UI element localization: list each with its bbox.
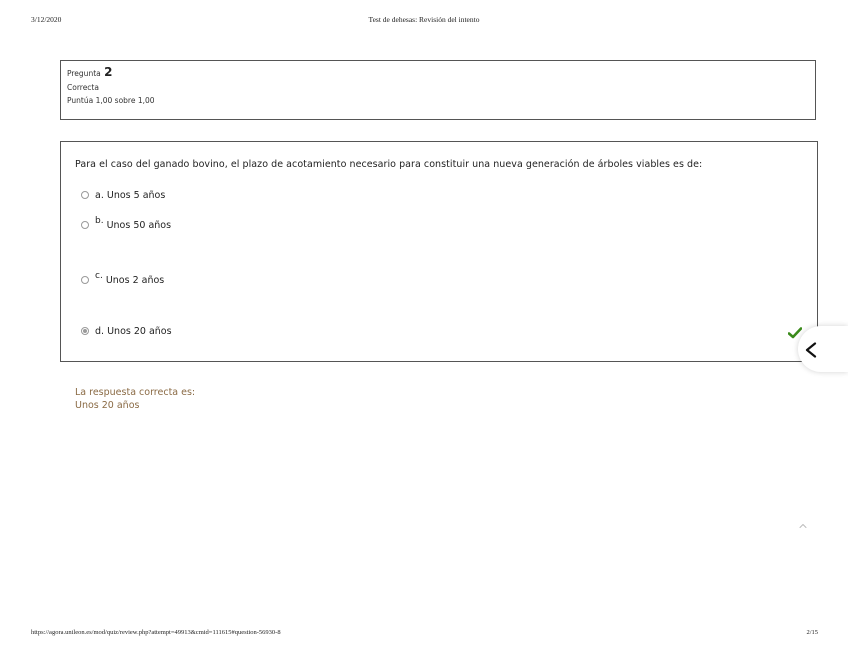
answer-text: Unos 5 años [106,190,166,201]
answer-text: Unos 50 años [106,220,172,231]
feedback-heading: La respuesta correcta es: [75,387,196,398]
answer-text: Unos 2 años [105,275,165,286]
chevron-up-icon[interactable] [798,522,808,530]
answer-option-c[interactable] [81,271,165,286]
question-grade: Puntúa 1,00 sobre 1,00 [67,96,155,105]
print-title: Test de dehesas: Revisión del intento [368,15,480,24]
drawer-toggle-button[interactable] [798,326,848,372]
radio-button[interactable] [81,276,89,284]
answer-letter: a. [95,190,104,201]
answer-option-a[interactable] [81,190,165,201]
answer-letter: b. [95,216,104,226]
question-content-box [60,141,818,362]
answer-letter: d. [95,326,105,337]
answer-text: Unos 20 años [107,326,172,337]
question-state: Correcta [67,83,99,92]
print-date: 3/12/2020 [31,15,62,24]
question-label: Pregunta [67,69,101,78]
radio-button[interactable] [81,191,89,199]
correct-answer-feedback [75,386,195,412]
feedback-answer: Unos 20 años [75,400,140,411]
print-url: https://agora.unileon.es/mod/quiz/review.php?attempt=49913&cmid=111615#question-56930-8 [31,629,281,636]
page-number: 2/15 [806,629,818,636]
radio-button[interactable] [81,221,89,229]
print-header [0,15,848,29]
question-text: Para el caso del ganado bovino, el plazo de acotamiento necesario para constituir una nueva generación de árboles viables es de: [75,159,703,170]
chevron-left-icon [804,342,818,358]
question-info-box [60,60,816,120]
answer-letter: c. [95,271,103,281]
answer-option-d[interactable] [81,326,172,337]
question-number-line [67,65,809,79]
answer-option-b[interactable] [81,216,172,231]
question-number: 2 [104,65,113,79]
radio-button-selected[interactable] [81,327,89,335]
